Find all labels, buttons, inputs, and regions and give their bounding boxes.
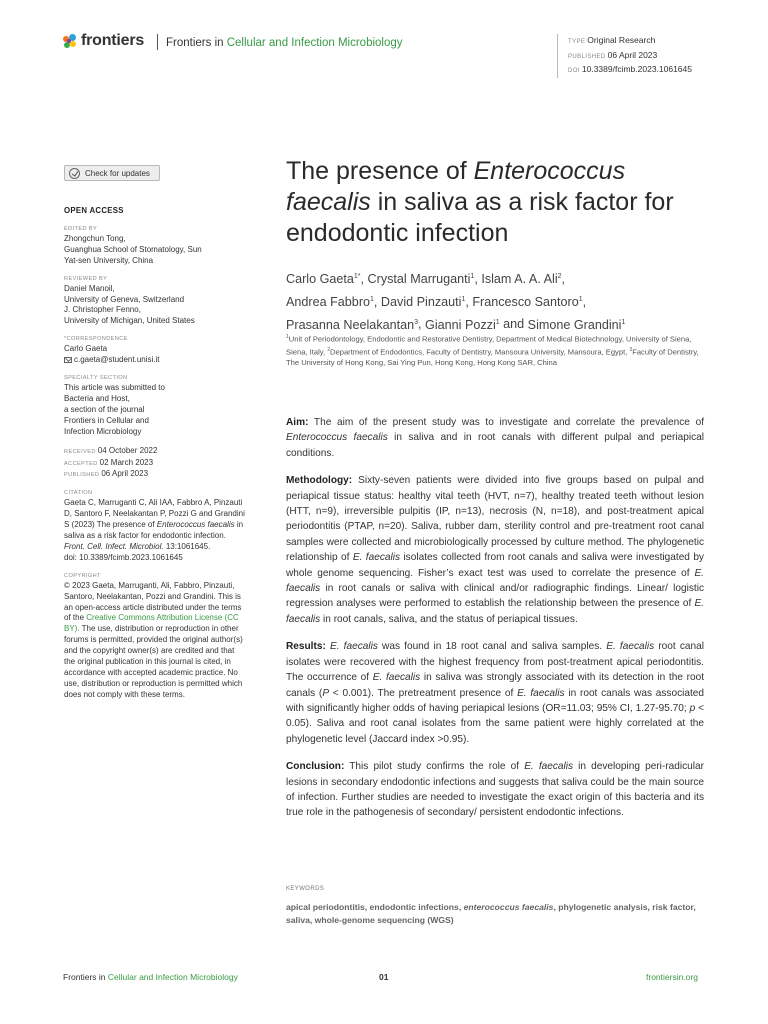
citation-text: Gaeta C, Marruganti C, Ali IAA, Fabbro A, Pinzauti D, Santoro F, Neelakantan P, Pozzi G and Grandini S (2023) The presence of Enterococcus faecalis in saliva as a risk factor for endodontic infection. Front. Cell. Infect. Microbiol. 13:1061645. doi: 10.3389/fcimb.2023.1061645 [64,498,245,562]
sidebar [64,206,246,709]
article-title: The presence of Enterococcus faecalis in saliva as a risk factor for endodontic infection [286,157,674,247]
published-date: PUBLISHED 06 April 2023 [568,49,658,60]
footer-journal[interactable]: Frontiers in Cellular and Infection Microbiology [63,972,238,982]
author[interactable]: Simone Grandini$^1$ [527,317,626,332]
doi[interactable]: DOI 10.3389/fcimb.2023.1061645 [568,64,692,74]
keywords-label: KEYWORDS [286,886,325,892]
brand-name: frontiers [81,32,145,49]
author[interactable]: Gianni Pozzi$^1$ [425,317,500,332]
journal-title[interactable] [166,37,403,49]
abstract [286,415,704,833]
affiliations: $^1$Unit of Periodontology, Endodontic and Restorative Dentistry, Department of Medical Biotechnology, University of Siena, Siena, Italy, $^2$Department of Endodontics, Faculty of Dentistry, Mansoura University, Mansoura, Egypt, $^3$Faculty of Dentistry, The University of Hong Kong, Sai Ying Pun, Hong Kong, Hong Kong SAR, China [286,334,699,368]
citation-section: CITATION Gaeta C, Marruganti C, Ali IAA, Fabbro A, Pinzauti D, Santoro F, Neelakantan P, Pozzi G and Grandini S (2023) The presence of Enterococcus faecalis in saliva as a risk factor for endodontic infection. Front. Cell. Infect. Microbiol. 13:1061645. doi: 10.3389/fcimb.2023.1061645 [64,490,245,562]
abstract-results: Results: E. faecalis was found in 18 root canal and saliva samples. E. faecalis root canal isolates were recovered with the highest frequency from post-treatment apical periodontitis. The occurrence of E. faecalis in saliva was strongly associated with its detection in the root canals (P < 0.001). The pretreatment presence of E. faecalis in root canals was associated with significantly higher odds of having periapical lesions (OR=11.03; 95% CI, 1.27-95.70; p < 0.05). Saliva and root canal isolates from the same patient were highly correlated at the phylogenetic level (Jaccard index >0.95). [286,641,705,745]
envelope-icon [64,357,72,363]
frontiers-logo-icon [63,34,78,49]
edited-by-section: EDITED BY Zhongchun Tong, Guanghua School of Stomatology, Sun Yat-sen University, China [64,225,202,265]
check-circle-icon [69,168,80,179]
accepted-date: ACCEPTED 02 March 2023 [64,457,154,467]
author[interactable]: Francesco Santoro$^1$ [472,294,583,309]
article-type: TYPE Original Research [568,35,656,45]
keywords: apical periodontitis, endodontic infections, enterococcus faecalis, phylogenetic analysis, risk factor, saliva, whole-genome sequencing (WGS) [286,902,696,925]
cc-by-license-link[interactable]: Creative Commons Attribution License (CC BY). [64,613,239,634]
copyright-text: © 2023 Gaeta, Marruganti, Ali, Fabbro, Pinzauti, Santoro, Neelakantan, Pozzi and Grandini. This is an open-access article distributed under the terms of the Creative Commons Attribution License (CC BY). The use, distribution or reproduction in other forums is permitted, provided the original author(s) and the copyright owner(s) are credited and that the original publication in this journal is cited, in accordance with accepted academic practice. No use, distribution or reproduction is permitted which does not comply with these terms. [64,580,243,699]
correspondence-email[interactable]: c.gaeta@student.unisi.it [64,355,246,366]
correspondence-section: *CORRESPONDENCE Carlo Gaeta c.gaeta@student.unisi.it [64,335,246,366]
author[interactable]: Islam A. A. Ali$^2$ [481,272,562,287]
abstract-methodology: Methodology: Sixty-seven patients were divided into five groups based on pulpal and periapical tissue status: healthy vital teeth (HVT, n=7), healthy treated teeth without lesion (HTT, n=9), irreversible pulpitis (IP, n=13), necrosis (N, n=18), and post-treatment apical periodontitis (PTAP, n=20). Saliva, rubber dam, sterility control and pre-treatment root canal samples were collected and microbiologically processed by culture method. The phylogenetic relationship of E. faecalis isolates collected from root canals and saliva were investigated by whole genome sequencing. Fisher’s exact test was used to correlate the presence of E. faecalis in root canals or saliva with clinical and/or radiographic findings. Linear/ logistic regression analyses were performed to establish the relationship between the presence of E. faecalis in root canals, saliva, and the status of periapical tissues. [286,475,704,625]
copyright-section: COPYRIGHT © 2023 Gaeta, Marruganti, Ali, Fabbro, Pinzauti, Santoro, Neelakantan, Pozzi and Grandini. This is an open-access article distributed under the terms of the Creative Commons Attribution License (CC BY). The use, distribution or reproduction in other forums is permitted, provided the original author(s) and the copyright owner(s) are credited and that the original publication in this journal is cited, in accordance with accepted academic practice. No use, distribution or reproduction is permitted which does not comply with these terms. [64,572,246,701]
page-number: 01 [379,972,389,982]
frontiers-logo[interactable] [63,32,144,50]
author[interactable]: Carlo Gaeta$^{1*}$ [286,272,361,287]
journal-prefix: Frontiers in [166,37,224,49]
abstract-aim: Aim: The aim of the present study was to investigate and correlate the prevalence of Enterococcus faecalis in saliva and in root canals with different pulpal and periapical conditions. [286,417,704,459]
author[interactable]: Crystal Marruganti$^1$ [367,272,475,287]
author-list: Carlo Gaeta$^{1*}$, Crystal Marruganti$^1$, Islam A. A. Ali$^2$, Andrea Fabbro$^1$, David Pinzauti$^1$, Francesco Santoro$^1$, Prasanna Neelakantan$^3$, Gianni Pozzi$^1$ and Simone Grandini$^1$ [286,272,626,332]
reviewed-by-section: REVIEWED BY Daniel Manoil, University of Geneva, Switzerland J. Christopher Fenno, University of Michigan, United States [64,275,195,326]
author[interactable]: Andrea Fabbro$^1$ [286,294,374,309]
article-meta [557,34,692,78]
abstract-conclusion: Conclusion: This pilot study confirms the role of E. faecalis in developing peri-radicular lesions in secondary endodontic infections and suggests that saliva could be the main source of infection. Further studies are needed to investigate the exact origin of this bacteria and its true role in the pathogenesis of secondary/ persistent endodontic infections. [286,761,704,819]
dates-section [64,446,246,482]
specialty-section: SPECIALTY SECTION This article was submitted to Bacteria and Host, a section of the journal Frontiers in Cellular and Infection Microbiology [64,375,165,436]
journal-name: Cellular and Infection Microbiology [226,37,403,49]
author[interactable]: David Pinzauti$^1$ [380,294,466,309]
author[interactable]: Prasanna Neelakantan$^3$ [286,317,419,332]
footer-site-link[interactable]: frontiersin.org [646,972,698,982]
received-date: RECEIVED 04 October 2022 [64,445,158,455]
open-access-label: OPEN ACCESS [64,206,124,215]
header-divider [157,34,158,50]
check-for-updates-label: Check for updates [85,168,150,178]
published-date-sidebar: PUBLISHED 06 April 2023 [64,469,149,479]
check-for-updates-button[interactable] [64,165,160,181]
